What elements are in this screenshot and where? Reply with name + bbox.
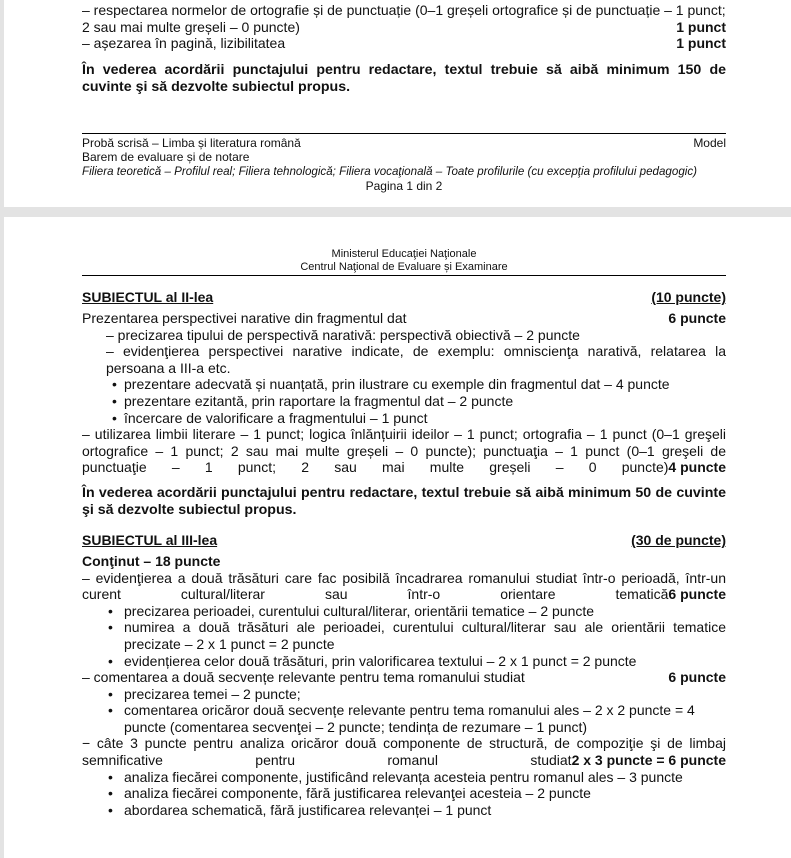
bullet-item: • analiza fiecărei componente, justificând relevanța acesteia pentru romanul ales – 3 puncte: [82, 769, 726, 786]
page-header: [82, 248, 726, 276]
points-value: 6 puncte: [668, 310, 726, 326]
scoring-line: – respectarea normelor de ortografie și de punctuație (0–1 greșeli ortografice și de punctuație – 1 punct;: [82, 2, 726, 18]
page-number: Pagina 1 din 2: [365, 178, 443, 193]
criterion: – evidenţierea a două trăsături care fac posibilă încadrarea romanului studiat într-o perioadă, într-un curent cultural/literar sau într-o orientare tematică 6 puncte: [82, 569, 726, 603]
bullet-item: • prezentare adecvată și nuanțată, prin ilustrare cu exemple din fragmentul dat – 4 puncte: [82, 376, 726, 393]
criterion: – utilizarea limbii literare – 1 punct; logica înlănțuirii ideilor – 1 punct; ortografia – 1 punct (0–1 greşeli ortografice – 1 punct; 2 sau mai multe greșeli – 0 puncte); punctuaţia – 1 punct (0–1 greşeli de punctuaţie – 1 punct; 2 sau mai multe greșeli – 0 puncte) 4 puncte: [82, 426, 726, 476]
subject-2-heading: SUBIECTUL al II-lea (10 puncte): [82, 289, 726, 305]
scoring-line: – așezarea în pagină, lizibilitatea 1 punct: [82, 35, 726, 52]
center-name: Centrul Naţional de Evaluare și Examinare: [300, 260, 508, 273]
page-footer: [82, 133, 726, 193]
barem-label: Barem de evaluare și de notare: [82, 150, 250, 165]
points-value: 1 punct: [676, 35, 726, 52]
content-heading: Conţinut – 18 puncte: [82, 552, 221, 569]
exam-title: Probă scrisă – Limba și literatura română: [82, 136, 301, 150]
bullet-item: • încercare de valorificare a fragmentului – 1 punct: [82, 410, 726, 427]
bullet-item: • precizarea temei – 2 puncte;: [82, 686, 726, 703]
word-count-note: În vederea acordării punctajului pentru redactare, textul trebuie să aibă minimum 150 de cuvinte şi să dezvolte subiectul propus.: [82, 61, 726, 95]
filiera-label: Filiera teoretică – Profilul real; Filiera tehnologică; Filiera vocaţională – Toate profilurile (cu excepţia profilului pedagogic): [82, 164, 698, 178]
bullet-item: • prezentare ezitantă, prin raportare la fragmentul dat – 2 puncte: [82, 393, 726, 410]
scoring-line: Prezentarea perspectivei narative din fragmentul dat 6 puncte: [82, 310, 726, 326]
ministry-name: Ministerul Educaţiei Naţionale: [331, 248, 477, 260]
bullet-item: • evidențierea celor două trăsături, prin valorificarea textului – 2 x 1 punct = 2 puncte: [82, 653, 726, 670]
document-page-1: [4, 0, 791, 207]
scoring-line: 2 sau mai multe greșeli – 0 puncte) 1 punct: [82, 18, 726, 35]
criterion: – evidenţierea perspectivei narative indicate, de exemplu: omniscienţa narativă, relatarea la persoana a III-a etc.: [106, 343, 726, 376]
criterion: – precizarea tipului de perspectivă narativă: perspectivă obiectivă – 2 puncte: [106, 326, 580, 343]
bullet-item: • precizarea perioadei, curentului cultural/literar, orientării tematice – 2 puncte: [82, 603, 726, 620]
criterion: − câte 3 puncte pentru analiza oricăror două componente de structură, de compoziţie şi de limbaj semnificative pentru romanul studiat 2 x 3 puncte = 6 puncte: [82, 735, 726, 769]
model-label: Model: [693, 136, 726, 150]
points-value: 4 puncte: [668, 459, 726, 476]
subject-3-heading: SUBIECTUL al III-lea (30 de puncte): [82, 531, 726, 548]
bullet-item: • comentarea oricăror două secvențe relevante pentru tema romanului ales – 2 x 2 puncte = 4 puncte (comentarea secvenţei – 2 puncte; tendința de rezumare – 1 punct): [82, 702, 726, 735]
bullet-item: • numirea a două trăsături ale perioadei, curentului cultural/literar sau ale orientării tematice precizate – 2 x 1 punct = 2 puncte: [82, 619, 726, 652]
page1-content: [82, 2, 726, 96]
points-value: 1 punct: [676, 18, 726, 35]
bullet-item: • analiza fiecărei componente, fără justificarea relevanţei acesteia – 2 puncte: [82, 785, 726, 802]
page2-content: [82, 289, 726, 818]
points-value: 2 x 3 puncte = 6 puncte: [571, 752, 726, 769]
scoring-line: – comentarea a două secvențe relevante pentru tema romanului studiat 6 puncte: [82, 669, 726, 686]
bullet-item: • abordarea schematică, fără justificarea relevanței – 1 punct: [82, 802, 726, 819]
document-page-2: [4, 217, 791, 858]
points-value: 6 puncte: [668, 586, 726, 603]
points-value: 6 puncte: [668, 669, 726, 686]
word-count-note: În vederea acordării punctajului pentru redactare, textul trebuie să aibă minimum 50 de cuvinte şi să dezvolte subiectul propus.: [82, 484, 726, 518]
